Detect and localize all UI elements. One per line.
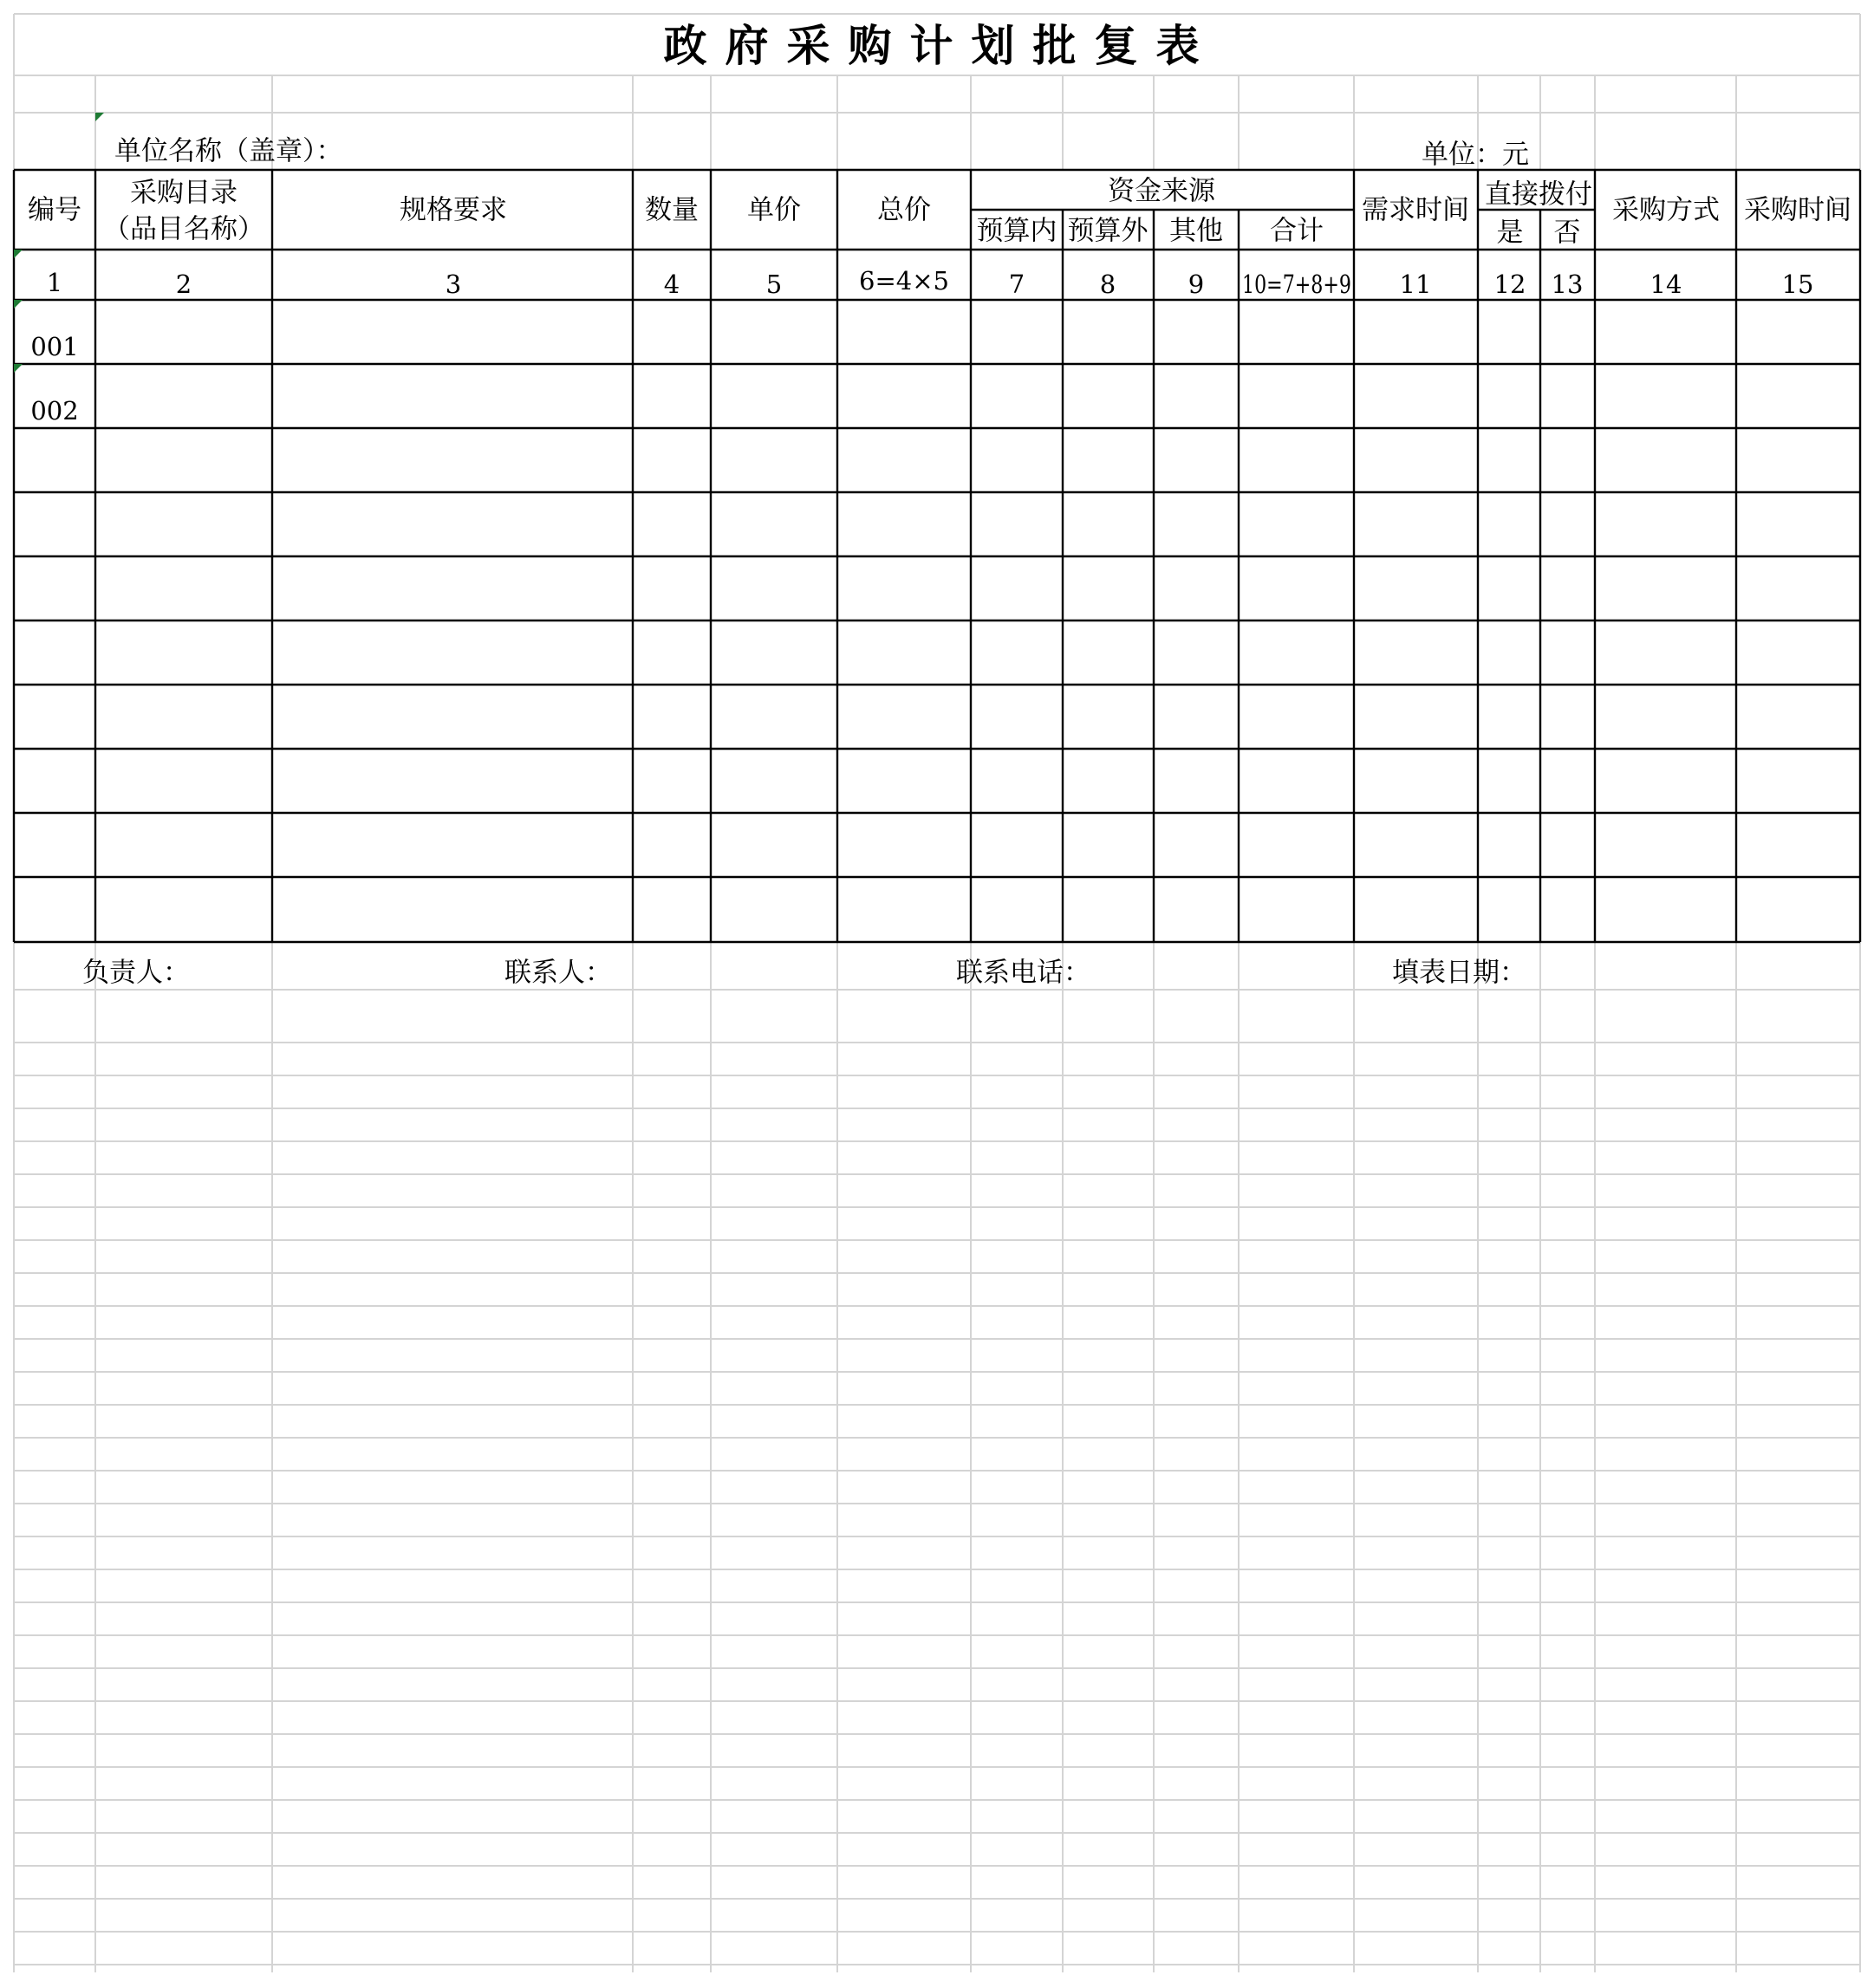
header-method: 采购方式 [1612,194,1720,226]
spreadsheet-gridlines [14,14,1860,1972]
sheet-text [28,20,1851,989]
column-number-14: 14 [1650,270,1682,299]
header-unit-price: 单价 [747,194,801,226]
header-number: 编号 [28,194,81,226]
sheet-title: 政府采购计划批复表 [663,20,1218,71]
footer-contact: 联系人： [504,957,612,989]
cell-comment-marker [14,364,23,373]
column-number-4: 4 [663,270,680,299]
column-number-2: 2 [175,270,192,299]
header-quantity: 数量 [645,194,699,226]
header-fund-source: 资金来源 [1108,175,1215,207]
column-number-9: 9 [1188,270,1205,299]
column-number-1: 1 [46,268,63,297]
footer-phone: 联系电话： [956,957,1090,989]
header-catalog-line1: 采购目录 [130,177,238,209]
header-other: 其他 [1169,215,1223,247]
row-1-number: 001 [30,332,79,361]
column-number-13: 13 [1551,270,1584,299]
header-spec: 规格要求 [400,194,507,226]
header-budget-in: 预算内 [976,215,1057,247]
header-budget-out: 预算外 [1067,215,1148,247]
currency-unit-label: 单位：元 [1422,139,1529,171]
column-number-12: 12 [1493,270,1526,299]
header-purchase-time: 采购时间 [1744,194,1851,226]
column-number-15: 15 [1781,270,1814,299]
unit-name-label: 单位名称（盖章）： [114,135,343,167]
column-number-3: 3 [445,270,462,299]
row-2-number: 002 [30,396,79,426]
column-number-11: 11 [1399,270,1432,299]
column-number-5: 5 [765,270,783,299]
header-direct-pay: 直接拨付 [1485,179,1592,211]
footer-fill-date: 填表日期： [1392,957,1526,989]
header-yes: 是 [1496,217,1524,249]
column-number-6: 6=4×5 [859,266,949,296]
cell-comment-marker [95,113,104,121]
footer-person-in-charge: 负责人： [82,957,190,989]
header-subtotal: 合计 [1270,215,1324,247]
column-number-10: 10=7+8+9 [1242,270,1351,299]
header-demand-time: 需求时间 [1362,194,1469,226]
cell-comment-marker [14,250,23,258]
column-number-8: 8 [1099,270,1116,299]
header-no-option: 否 [1553,217,1581,249]
column-number-7: 7 [1008,270,1025,299]
header-total-price: 总价 [877,194,931,226]
cell-comment-marker [14,300,23,309]
header-catalog-line2: （品目名称） [103,213,264,245]
